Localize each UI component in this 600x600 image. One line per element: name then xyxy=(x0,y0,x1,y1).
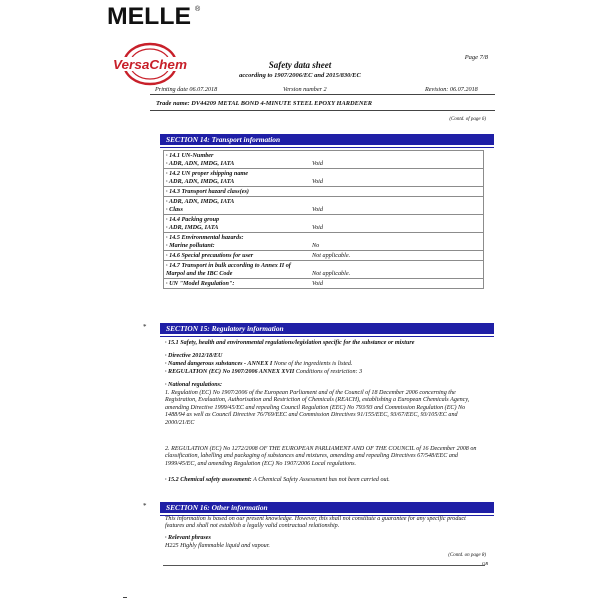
transport-value: Void xyxy=(312,205,323,213)
revision-date: Revision: 06.07.2018 xyxy=(425,86,478,93)
transport-line xyxy=(166,252,481,260)
section16-header: SECTION 16: Other information xyxy=(160,502,494,513)
transport-label: · 14.1 UN-Number xyxy=(166,151,214,159)
relevant-phrases-heading: · Relevant phrases xyxy=(165,535,211,541)
transport-value: Not applicable. xyxy=(312,269,351,277)
national-heading: · National regulations: xyxy=(165,382,223,388)
transport-row xyxy=(164,197,484,215)
transport-line xyxy=(166,206,481,214)
transport-row xyxy=(164,251,484,261)
chemical-safety-assessment xyxy=(165,477,485,484)
transport-row xyxy=(164,279,484,289)
transport-value: No xyxy=(312,241,320,249)
transport-label: · ADR, ADN, IMDG, IATA xyxy=(166,197,235,205)
transport-value: Void xyxy=(312,159,323,167)
transport-label: Marpol and the IBC Code xyxy=(166,269,233,277)
transport-row xyxy=(164,187,484,197)
named-text: None of the ingredients is listed. xyxy=(272,361,353,367)
transport-cell xyxy=(164,215,484,233)
transport-cell xyxy=(164,151,484,169)
page-number: Page 7/8 xyxy=(464,54,488,61)
transport-line xyxy=(166,216,481,224)
transport-line xyxy=(166,262,481,270)
transport-row xyxy=(164,215,484,233)
named-label: · Named dangerous substances - ANNEX I xyxy=(165,361,273,367)
transport-label: · Marine pollutant: xyxy=(166,241,215,249)
melle-logo xyxy=(107,3,205,27)
language-code: GB xyxy=(482,561,488,566)
transport-label: · 14.4 Packing group xyxy=(166,215,220,223)
transport-line xyxy=(166,270,481,278)
section15-header: SECTION 15: Regulatory information xyxy=(160,323,494,334)
transport-cell xyxy=(164,279,484,289)
transport-line xyxy=(166,234,481,242)
transport-row xyxy=(164,261,484,279)
transport-cell xyxy=(164,251,484,261)
contd-bottom: (Contd. on page 8) xyxy=(448,553,486,558)
regulations-heading: · 15.1 Safety, health and environmental regulations/legislation specific for the substance or mixture xyxy=(165,340,415,346)
section14-header: SECTION 14: Transport information xyxy=(160,134,494,145)
document-title: Safety data sheet xyxy=(268,60,332,70)
directive-heading: · Directive 2012/18/EU xyxy=(165,353,223,359)
version-number: Version number 2 xyxy=(283,86,327,93)
named-substances xyxy=(165,361,485,368)
contd-top: (Contd. of page 6) xyxy=(449,117,486,122)
transport-value: Void xyxy=(312,279,323,287)
transport-table xyxy=(163,150,484,289)
transport-label: · ADR, ADN, IMDG, IATA xyxy=(166,177,235,185)
document-subtitle: according to 1907/2006/EC and 2015/830/EC xyxy=(239,72,361,79)
printing-date: Printing date 06.07.2018 xyxy=(155,86,218,93)
versachem-logo-text: VersaChem xyxy=(113,57,188,72)
transport-label: · UN "Model Regulation": xyxy=(166,279,235,287)
transport-row xyxy=(164,169,484,187)
transport-cell xyxy=(164,197,484,215)
section15-change-marker: * xyxy=(143,323,147,331)
h225-phrase: H225 Highly flammable liquid and vapour. xyxy=(165,543,270,549)
disclaimer: This information is based on our present knowledge. However, this shall not constitute a guarantee for any specific product features and shall not establish a legally valid contractual relationship. xyxy=(165,516,466,530)
transport-row xyxy=(164,233,484,251)
section15-underline xyxy=(160,336,494,337)
csa-label: · 15.2 Chemical safety assessment: xyxy=(165,477,252,483)
transport-cell xyxy=(164,233,484,251)
section16-change-marker: * xyxy=(143,502,147,510)
page-tick xyxy=(123,597,127,598)
transport-line xyxy=(166,280,481,288)
transport-line xyxy=(166,224,481,232)
transport-cell xyxy=(164,261,484,279)
transport-line xyxy=(166,160,481,168)
transport-label: · ADR, IMDG, IATA xyxy=(166,223,219,231)
csa-text: A Chemical Safety Assessment has not been carried out. xyxy=(251,477,390,483)
footer-rule xyxy=(163,565,485,566)
transport-label: · Class xyxy=(166,205,183,213)
transport-cell xyxy=(164,169,484,187)
transport-label: · 14.7 Transport in bulk according to Annex II of xyxy=(166,261,291,269)
registered-mark: ® xyxy=(195,6,201,13)
reach-label: · REGULATION (EC) No 1907/2006 ANNEX XVII xyxy=(165,369,295,375)
transport-line xyxy=(166,242,481,250)
transport-label: · 14.5 Environmental hazards: xyxy=(166,233,244,241)
header-rule xyxy=(150,94,495,95)
national-reg-1: 1. Regulation (EC) No 1907/2006 of the European Parliament and of the Council of 18 December 2006 concerning the Registration, Evaluation, Authorisation and Restriction of Chemicals (REACH), establishing a European Chemicals Agency, amending Directive 1999/45/EC and repealing Council Regulation (EEC) No 793/93 and Commission Regulation (EC) No 1488/94 as well as Council Directive 76/769/EEC and Commission Directives 91/155/EEC, 93/67/EEC, 93/105/EC and 2000/21/EC xyxy=(165,390,470,426)
national-reg-2: 2. REGULATION (EC) No 1272/2008 OF THE EUROPEAN PARLIAMENT AND OF THE COUNCIL of 16 December 2008 on classification, labelling and packaging of substances and mixtures, amending and repealing Directives 67/548/EEC and 1999/45/EC, and amending Regulation (EC) No 1907/2006 Local regulations. xyxy=(165,446,477,467)
section14-underline xyxy=(160,147,494,148)
transport-line xyxy=(166,178,481,186)
transport-line xyxy=(166,170,481,178)
transport-line xyxy=(166,188,481,196)
transport-label: · 14.2 UN proper shipping name xyxy=(166,169,248,177)
melle-logo-text: MELLE xyxy=(107,3,191,27)
reach-annex xyxy=(165,369,485,376)
transport-line xyxy=(166,198,481,206)
transport-label: · ADR, ADN, IMDG, IATA xyxy=(166,159,235,167)
transport-cell xyxy=(164,187,484,197)
transport-value: Void xyxy=(312,177,323,185)
trade-name: Trade name: DV44209 METAL BOND 4-MINUTE STEEL EPOXY HARDENER xyxy=(156,100,372,107)
transport-label: · 14.6 Special precautions for user xyxy=(166,251,254,259)
transport-line xyxy=(166,152,481,160)
reach-text: Conditions of restriction: 3 xyxy=(294,369,363,375)
transport-row xyxy=(164,151,484,169)
transport-label: · 14.3 Transport hazard class(es) xyxy=(166,187,249,195)
transport-value: Void xyxy=(312,223,323,231)
transport-value: Not applicable. xyxy=(312,251,351,259)
trade-rule xyxy=(150,110,495,111)
